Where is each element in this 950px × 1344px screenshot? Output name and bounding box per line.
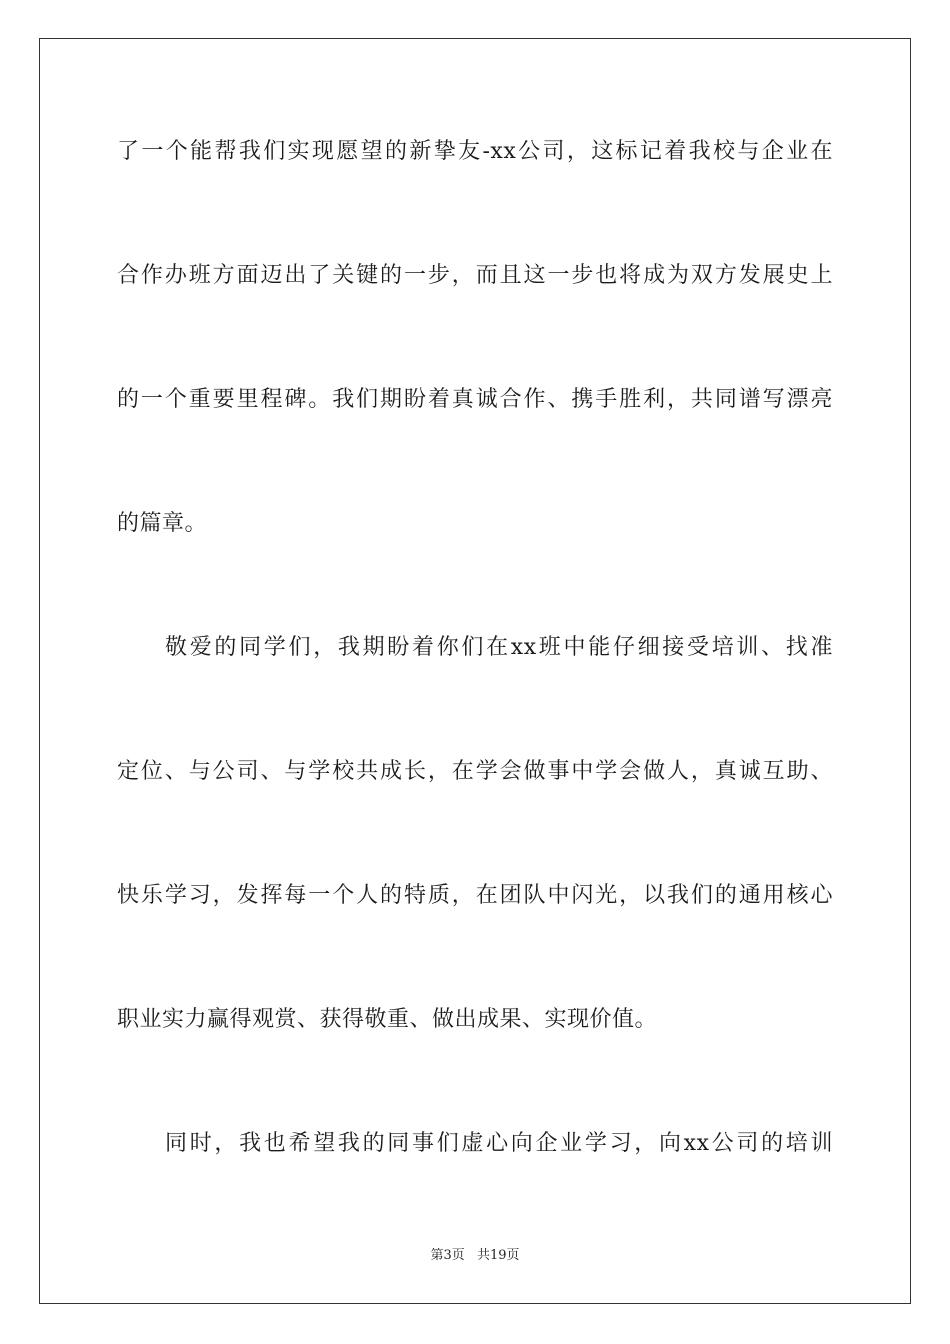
paragraph-line: 了一个能帮我们实现愿望的新挚友-xx公司，这标记着我校与企业在 [117, 139, 833, 164]
paragraph-line: 定位、与公司、与学校共成长，在学会做事中学会做人，真诚互助、 [117, 759, 833, 784]
paragraph-line: 合作办班方面迈出了关键的一步，而且这一步也将成为双方发展史上 [117, 263, 833, 288]
paragraph-line: 快乐学习，发挥每一个人的特质，在团队中闪光，以我们的通用核心 [117, 883, 833, 908]
page-number-total: 共19页 [476, 1248, 520, 1263]
paragraph-line: 的一个重要里程碑。我们期盼着真诚合作、携手胜利，共同谱写漂亮 [117, 387, 833, 412]
page-footer [0, 1248, 950, 1264]
page-border [39, 38, 911, 1304]
paragraph-line: 的篇章。 [117, 511, 208, 536]
paragraph-line: 职业实力赢得观赏、获得敬重、做出成果、实现价值。 [117, 1007, 658, 1032]
page-number-current: 第3页 [430, 1248, 465, 1263]
paragraph-line: 敬爱的同学们，我期盼着你们在xx班中能仔细接受培训、找准 [165, 635, 833, 660]
paragraph-line: 同时，我也希望我的同事们虚心向企业学习，向xx公司的培训 [165, 1131, 833, 1156]
